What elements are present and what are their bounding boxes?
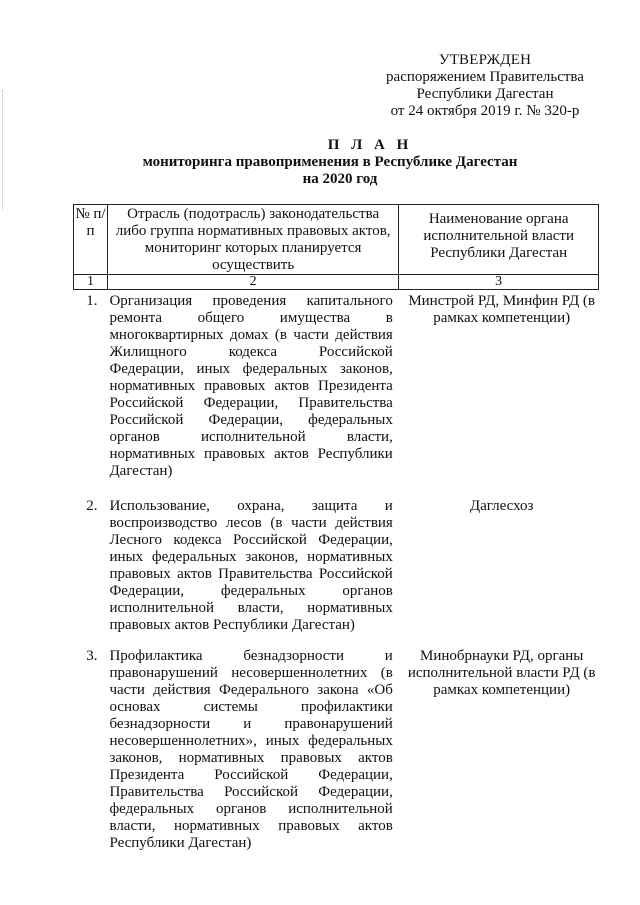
header-area: Отрасль (подотрасль) законодательства либо группа нормативных правовых актов, мониторинг которых планируется осуществить — [107, 205, 398, 275]
row-number: 3. — [86, 648, 98, 664]
plan-subtitle: мониторинга правоприменения в Республике Дагестан — [142, 154, 518, 170]
plan-year: на 2020 год — [302, 171, 378, 187]
approval-line-2: Республики Дагестан — [416, 86, 554, 102]
plan-heading — [0, 137, 640, 188]
table-header-row — [74, 205, 599, 275]
table-column-numbers-row — [74, 275, 599, 290]
table-row — [74, 290, 599, 496]
monitoring-plan-table — [73, 204, 599, 868]
row-number: 2. — [86, 498, 98, 514]
approval-line-1: распоряжением Правительства — [386, 69, 584, 85]
column-number: 2 — [107, 275, 398, 290]
header-body: Наименование органа исполнительной власти Республики Дагестан — [399, 205, 599, 275]
approval-stamp — [360, 52, 610, 120]
plan-word: П Л А Н — [327, 137, 413, 153]
column-number: 3 — [399, 275, 599, 290]
row-area: Организация проведения капитального ремонта общего имущества в многоквартирных домах (в части действия Жилищного кодекса Российской Федерации, иных федеральных законов, нормативных правовых актов Президента Российской Федерации, Правительства Российской Федерации, федеральных органов исполнительной власти, нормативных правовых актов Республики Дагестан) — [109, 293, 393, 479]
header-num: № п/п — [74, 205, 108, 275]
column-number: 1 — [74, 275, 108, 290]
row-area: Использование, охрана, защита и воспроизводство лесов (в части действия Лесного кодекса Российской Федерации, иных федеральных законов, нормативных правовых актов Правительства Российской Федерации, федеральных органов исполнительной власти, нормативных правовых актов Республики Дагестан) — [109, 498, 393, 633]
approval-title: УТВЕРЖДЕН — [438, 52, 532, 68]
approval-line-3: от 24 октября 2019 г. № 320-р — [390, 103, 580, 119]
row-body: Даглесхоз — [469, 498, 534, 514]
row-number: 1. — [86, 293, 98, 309]
row-body: Минобрнауки РД, органы исполнительной власти РД (в рамках компетенции) — [407, 648, 596, 698]
table-row — [74, 495, 599, 645]
row-body: Минстрой РД, Минфин РД (в рамках компетенции) — [408, 293, 596, 326]
row-area: Профилактика безнадзорности и правонарушений несовершеннолетних (в части действия Федерального закона «Об основах системы профилактики безнадзорности и правонарушений несовершеннолетних», иных федеральных законов, нормативных правовых актов Президента Российской Федерации, Правительства Российской Федерации, федеральных органов исполнительной власти, нормативных правовых актов Республики Дагестан) — [109, 648, 393, 851]
table-row — [74, 645, 599, 868]
